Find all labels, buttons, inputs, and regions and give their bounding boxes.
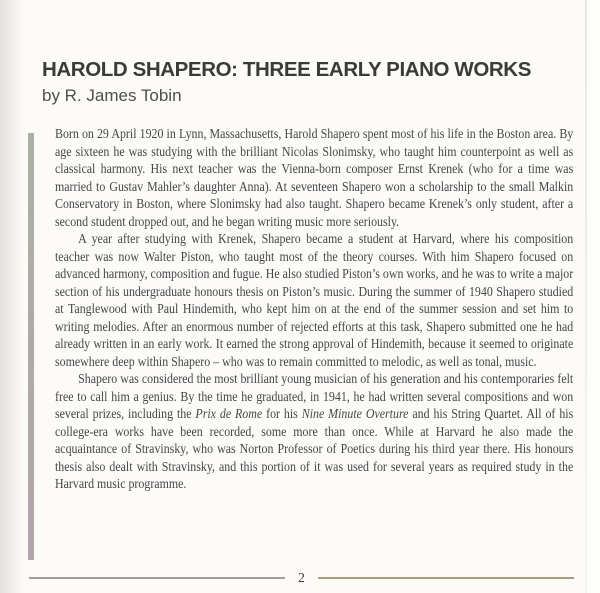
article-body bbox=[55, 126, 573, 494]
page-footer bbox=[29, 570, 574, 586]
left-gutter-shadow bbox=[0, 0, 24, 593]
text-run: Born on 29 April 1920 in Lynn, Massachusetts, Harold Shapero spent most of his life in the Boston area. By age sixteen he was studying with the brilliant Nicolas Slonimsky, who taught him counterpoint as well as classical harmony. His next teacher was the Vienna-born composer Ernst Krenek (who for a time was married to Gustav Mahler’s daughter Anna). At seventeen Shapero won a scholarship to the small Malkin Conservatory in Boston, where Slonimsky had also taught. Shapero became Krenek’s only student, after a second student dropped out, and he began writing music more seriously. bbox=[55, 127, 574, 230]
text-run: and his String Quartet. All of his college-era works have been recorded, some more than once. While at Harvard he also made the acquaintance of Stravinsky, who was Norton Professor of Poetics during his third year there. His honours thesis also dealt with Stravinsky, and this portion of it was used for several years as required study in the Harvard music programme. bbox=[55, 407, 574, 492]
text-run: Shapero was considered the most brilliant young musician of his generation and his contemporaries felt free to call him a genius. By the time he graduated, in 1941, he had written several compositions and won several prizes, including the bbox=[55, 372, 574, 422]
footer-rule-left bbox=[29, 577, 285, 579]
text-run: A year after studying with Krenek, Shapero became a student at Harvard, where his composition teacher was now Walter Piston, who taught most of the theory courses. With him Shapero focused on advanced harmony, composition and fugue. He also studied Piston’s own works, and he was to write a major section of his undergraduate honours thesis on Piston’s music. During the summer of 1940 Shapero studied at Tanglewood with Paul Hindemith, who kept him on at the end of the summer session and set him to writing melodies. After an enormous number of rejected efforts at this task, Shapero submitted one he had already written in an early work. It earned the strong approval of Hindemith, because it seemed to originate somewhere deep within Shapero – who was to remain committed to melodic, as well as tonal, music. bbox=[55, 232, 574, 370]
paragraph bbox=[55, 371, 573, 494]
work-title-italic: Nine Minute Overture bbox=[301, 407, 409, 422]
paragraph bbox=[55, 231, 573, 371]
right-page-crease bbox=[585, 0, 587, 593]
accent-bar bbox=[28, 133, 34, 560]
work-title-italic: Prix de Rome bbox=[195, 407, 263, 422]
byline: by R. James Tobin bbox=[42, 86, 182, 105]
page-title: HAROLD SHAPERO: THREE EARLY PIANO WORKS bbox=[42, 58, 531, 81]
footer-rule-right bbox=[318, 577, 574, 579]
page-number: 2 bbox=[298, 570, 305, 585]
right-edge-strip bbox=[587, 0, 600, 593]
paragraph bbox=[55, 126, 573, 231]
text-run: for his bbox=[262, 407, 302, 422]
